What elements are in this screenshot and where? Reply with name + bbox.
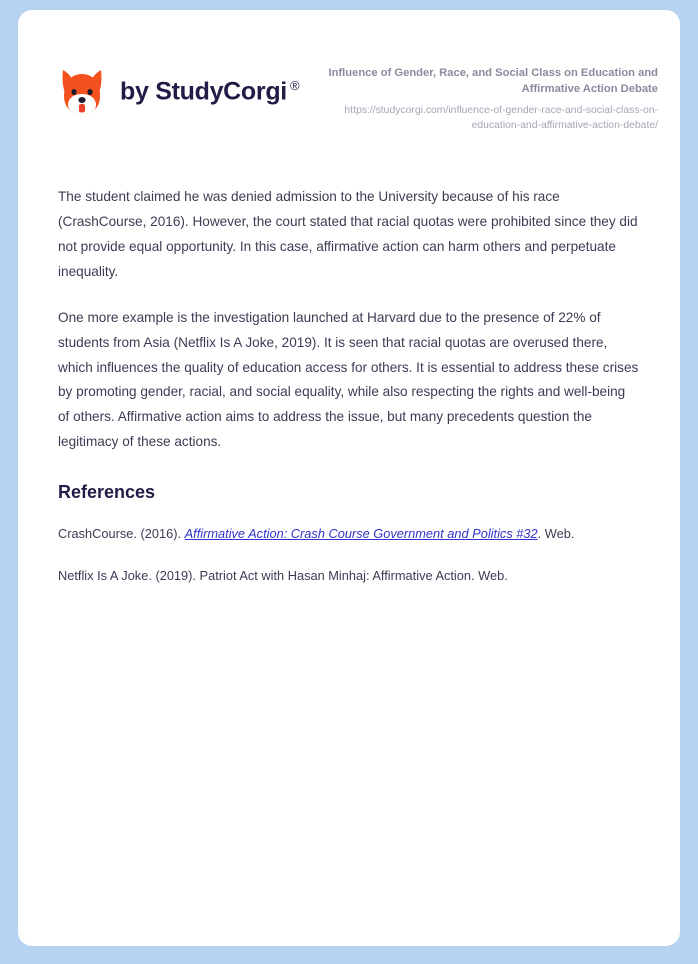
document-title: Influence of Gender, Race, and Social Class on Education and Affirmative Action Debate [328,67,658,95]
document-url[interactable]: https://studycorgi.com/influence-of-gender-race-and-social-class-on-education-and-affirmative-action-debate/ [344,104,658,131]
document-page-card [18,10,680,946]
brand-block [58,60,299,118]
document-body [18,185,680,587]
page-header [18,10,680,133]
corgi-logo-icon [58,66,106,118]
reference-item [58,564,640,588]
brand-name [120,79,299,104]
reference-prefix: CrashCourse. (2016). [58,526,185,542]
reference-prefix: Netflix Is A Joke. (2019). Patriot Act with Hasan Minhaj: Affirmative Action. Web. [58,567,508,583]
reference-link[interactable]: Affirmative Action: Crash Course Government and Politics #32 [184,526,538,542]
body-paragraph: The student claimed he was denied admission to the University because of his race (CrashCourse, 2016). However, the court stated that racial quotas were prohibited since they did not provide equal opportunity. In this case, affirmative action can harm others and perpetuate inequality. [58,189,638,279]
brand-name-text: by StudyCorgi [120,77,287,106]
references-heading: References [58,481,156,502]
registered-trademark-icon: ® [289,78,300,94]
body-paragraph: One more example is the investigation launched at Harvard due to the presence of 22% of students from Asia (Netflix Is A Joke, 2019). It is seen that racial quotas are overused there, which influences the quality of education access for others. It is essential to address these crises by promoting gender, racial, and social equality, while also respecting the rights and well-being of others. Affirmative action aims to address the issue, but many precedents question the legitimacy of these actions. [58,310,639,449]
reference-suffix: . Web. [537,526,575,542]
header-meta [308,60,658,133]
reference-item [58,522,640,546]
